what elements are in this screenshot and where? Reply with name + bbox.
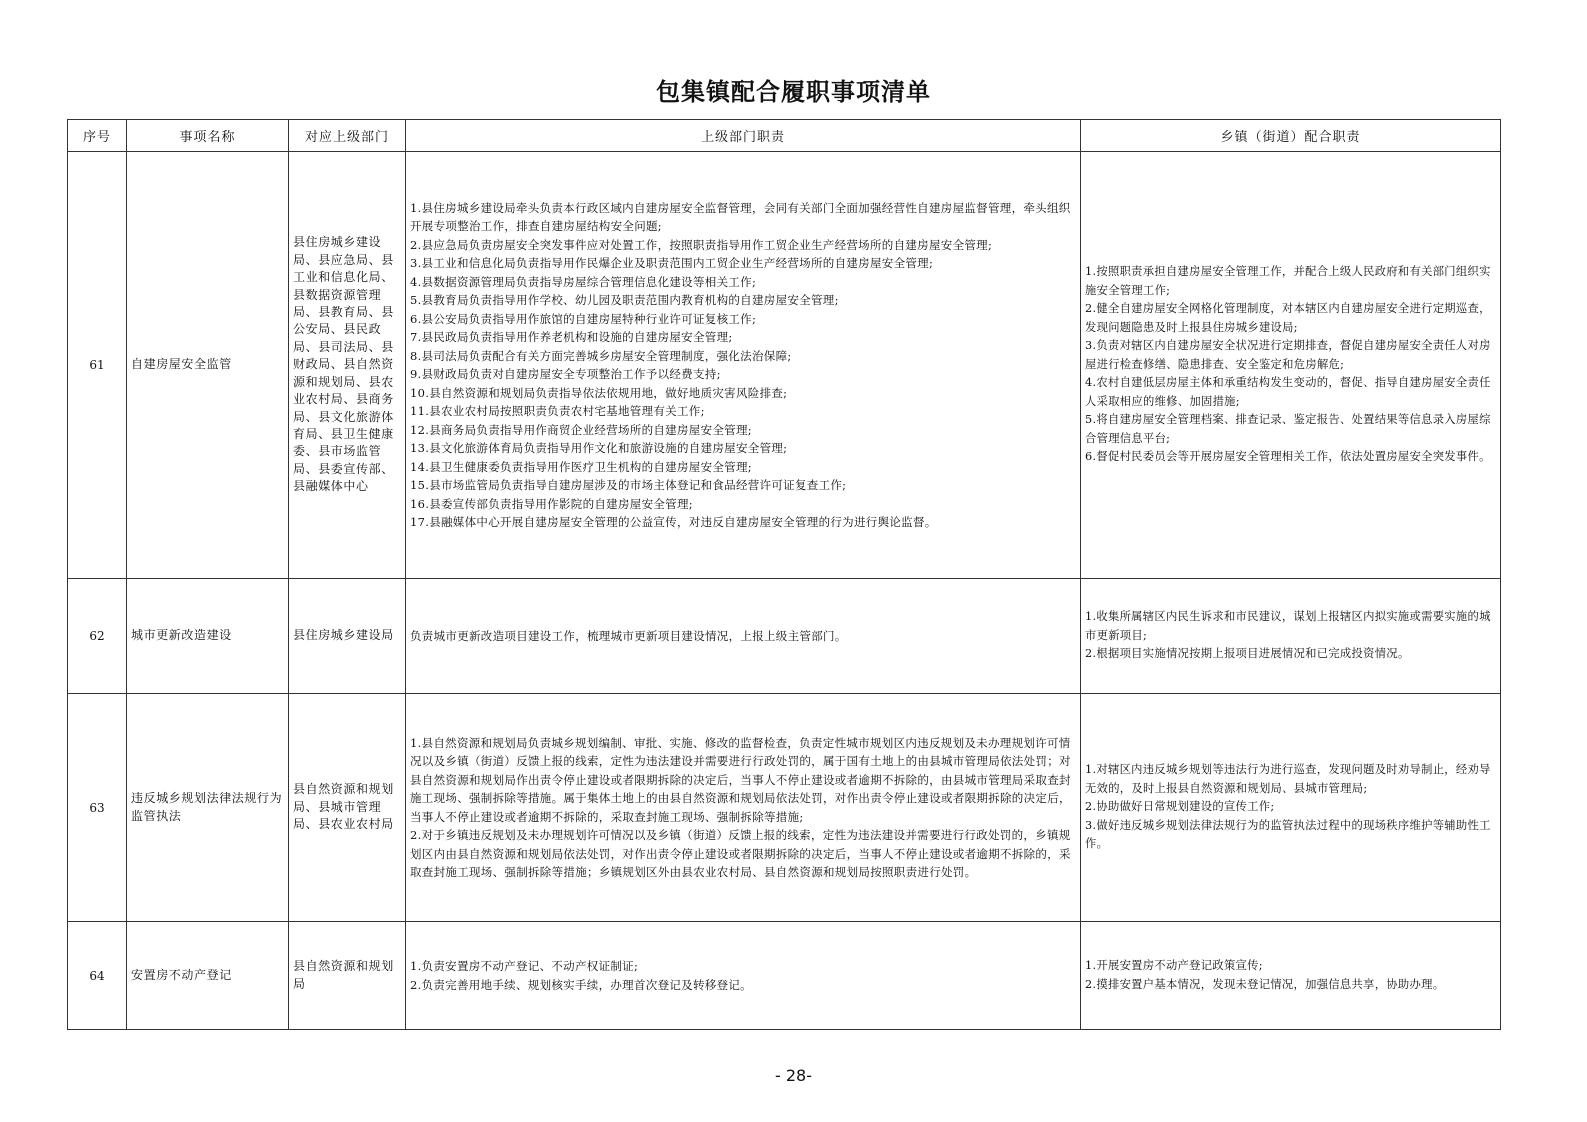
table-row: [68, 579, 1501, 694]
upper-duty-item: 3.县工业和信息化局负责指导用作民爆企业及职责范围内工贸企业生产经营场所的自建房屋安全管理;: [410, 256, 934, 270]
upper-duty-item: 负责城市更新改造项目建设工作，梳理城市更新项目建设情况，上报上级主管部门。: [410, 628, 847, 643]
header-row: [68, 120, 1501, 152]
upper-duty-item: 2.对于乡镇违反规划及未办理规划许可情况以及乡镇（街道）反馈上报的线索，定性为违法建设并需要进行行政处罚的，乡镇规划区内由县自然资源和规划局依法处罚，对作出责令停止建设或者限期拆除的决定后，当事人不停止建设或者逾期不拆除的，采取查封施工现场、强制拆除等措施；乡镇规划区外由县农业农村局、县自然资源和规划局按照职责进行处罚。: [410, 828, 1071, 879]
department-list: 县自然资源和规划局: [289, 922, 406, 1030]
item-name: 安置房不动产登记: [127, 922, 289, 1030]
duty-table: [67, 119, 1501, 1030]
upper-duty-cell: [406, 152, 1081, 579]
local-duty-cell: [1081, 694, 1501, 922]
upper-duty-item: 1.县自然资源和规划局负责城乡规划编制、审批、实施、修改的监督检查，负责定性城市规划区内违反规划及未办理规划许可情况以及乡镇（街道）反馈上报的线索，定性为违法建设并需要进行行政处罚的，属于国有土地上的由县城市管理局依法处罚；对县自然资源和规划局作出责令停止建设或者限期拆除的决定后，当事人不停止建设或者逾期不拆除的，由县城市管理局采取查封施工现场、强制拆除等措施。属于集体土地上的由县自然资源和规划局依法处罚，对作出责令停止建设或者限期拆除的决定后，当事人不停止建设或者逾期不拆除的，采取查封施工现场、强制拆除等措施;: [410, 735, 1071, 824]
upper-duty-cell: [406, 922, 1081, 1030]
local-duty-item: 2.协助做好日常规划建设的宣传工作;: [1085, 800, 1275, 814]
upper-duty-cell: [406, 579, 1081, 694]
upper-duty-item: 15.县市场监管局负责指导自建房屋涉及的市场主体登记和食品经营许可证复查工作;: [410, 478, 847, 492]
header-num: 序号: [68, 120, 127, 152]
header-name: 事项名称: [127, 120, 289, 152]
row-number: 64: [68, 922, 127, 1030]
upper-duty-item: 14.县卫生健康委负责指导用作医疗卫生机构的自建房屋安全管理;: [410, 459, 752, 474]
upper-duty-item: 5.县教育局负责指导用作学校、幼儿园及职责范围内教育机构的自建房屋安全管理;: [410, 293, 839, 307]
local-duty-item: 2.健全自建房屋安全网格化管理制度，对本辖区内自建房屋安全进行定期巡查，发现问题隐患及时上报县住房城乡建设局;: [1085, 302, 1491, 334]
header-dept: 对应上级部门: [289, 120, 406, 152]
upper-duty-item: 12.县商务局负责指导用作商贸企业经营场所的自建房屋安全管理;: [410, 422, 752, 437]
page-number: - 28-: [775, 1066, 812, 1085]
upper-duty-item: 4.县数据资源管理局负责指导房屋综合管理信息化建设等相关工作;: [410, 274, 757, 289]
department-list: 县住房城乡建设局: [289, 579, 406, 694]
header-local-duty: 乡镇（街道）配合职责: [1081, 120, 1501, 152]
upper-duty-item: 2.负责完善用地手续、规划核实手续，办理首次登记及转移登记。: [410, 977, 752, 992]
local-duty-cell: [1081, 579, 1501, 694]
item-name: 城市更新改造建设: [127, 579, 289, 694]
local-duty-item: 3.做好违反城乡规划法律法规行为的监管执法过程中的现场秩序维护等辅助性工作。: [1085, 818, 1491, 851]
local-duty-item: 6.督促村民委员会等开展房屋安全管理相关工作，依法处置房屋安全突发事件。: [1085, 450, 1491, 464]
local-duty-item: 2.根据项目实施情况按期上报项目进展情况和已完成投资情况。: [1085, 647, 1410, 661]
local-duty-cell: [1081, 152, 1501, 579]
upper-duty-item: 1.县住房城乡建设局牵头负责本行政区域内自建房屋安全监督管理，会同有关部门全面加强经营性自建房屋监督管理，牵头组织开展专项整治工作，排查自建房屋结构安全问题;: [410, 200, 1071, 233]
department-list: 县自然资源和规划局、县城市管理局、县农业农村局: [289, 694, 406, 922]
local-duty-cell: [1081, 922, 1501, 1030]
upper-duty-item: 11.县农业农村局按照职责负责农村宅基地管理有关工作;: [410, 404, 705, 418]
table-row: [68, 694, 1501, 922]
local-duty-item: 1.按照职责承担自建房屋安全管理工作，并配合上级人民政府和有关部门组织实施安全管理工作;: [1085, 265, 1491, 297]
local-duty-item: 1.收集所属辖区内民生诉求和市民建议，谋划上报辖区内拟实施或需要实施的城市更新项目;: [1085, 610, 1491, 642]
upper-duty-item: 2.县应急局负责房屋安全突发事件应对处置工作，按照职责指导用作工贸企业生产经营场所的自建房屋安全管理;: [410, 237, 993, 252]
table-body: [68, 152, 1501, 1030]
local-duty-item: 4.农村自建低层房屋主体和承重结构发生变动的，督促、指导自建房屋安全责任人采取相应的维修、加固措施;: [1085, 376, 1491, 408]
upper-duty-cell: [406, 694, 1081, 922]
row-number: 62: [68, 579, 127, 694]
upper-duty-item: 6.县公安局负责指导用作旅馆的自建房屋特种行业许可证复核工作;: [410, 311, 757, 326]
header-upper-duty: 上级部门职责: [406, 120, 1081, 152]
row-number: 61: [68, 152, 127, 579]
upper-duty-item: 7.县民政局负责指导用作养老机构和设施的自建房屋安全管理;: [410, 330, 733, 344]
upper-duty-item: 16.县委宣传部负责指导用作影院的自建房屋安全管理;: [410, 496, 693, 511]
local-duty-item: 1.对辖区内违反城乡规划等违法行为进行巡查，发现问题及时劝导制止，经劝导无效的，及时上报县自然资源和规划局、县城市管理局;: [1085, 763, 1491, 795]
table-row: [68, 922, 1501, 1030]
department-list: 县住房城乡建设局、县应急局、县工业和信息化局、县数据资源管理局、县教育局、县公安局、县民政局、县司法局、县财政局、县自然资源和规划局、县农业农村局、县商务局、县文化旅游体育局、县卫生健康委、县市场监管局、县委宣传部、县融媒体中心: [289, 152, 406, 579]
local-duty-item: 1.开展安置房不动产登记政策宣传;: [1085, 959, 1263, 972]
table-row: [68, 152, 1501, 579]
upper-duty-item: 1.负责安置房不动产登记、不动产权证制证;: [410, 959, 639, 973]
row-number: 63: [68, 694, 127, 922]
local-duty-item: 2.摸排安置户基本情况，发现未登记情况，加强信息共享，协助办理。: [1085, 977, 1445, 991]
upper-duty-item: 9.县财政局负责对自建房屋安全专项整治工作予以经费支持;: [410, 367, 721, 381]
item-name: 自建房屋安全监管: [127, 152, 289, 579]
page-title: 包集镇配合履职事项清单: [656, 78, 931, 106]
item-name: 违反城乡规划法律法规行为监管执法: [127, 694, 289, 922]
local-duty-item: 5.将自建房屋安全管理档案、排查记录、鉴定报告、处置结果等信息录入房屋综合管理信息平台;: [1085, 413, 1491, 445]
table-header: [68, 120, 1501, 152]
upper-duty-item: 13.县文化旅游体育局负责指导用作文化和旅游设施的自建房屋安全管理;: [410, 441, 788, 455]
upper-duty-item: 17.县融媒体中心开展自建房屋安全管理的公益宣传，对违反自建房屋安全管理的行为进行舆论监督。: [410, 515, 937, 529]
local-duty-item: 3.负责对辖区内自建房屋安全状况进行定期排查，督促自建房屋安全责任人对房屋进行检查修缮、隐患排查、安全鉴定和危房解危;: [1085, 339, 1491, 371]
upper-duty-item: 8.县司法局负责配合有关方面完善城乡房屋安全管理制度，强化法治保障;: [410, 348, 792, 363]
upper-duty-item: 10.县自然资源和规划局负责指导依法依规用地，做好地质灾害风险排查;: [410, 385, 788, 400]
